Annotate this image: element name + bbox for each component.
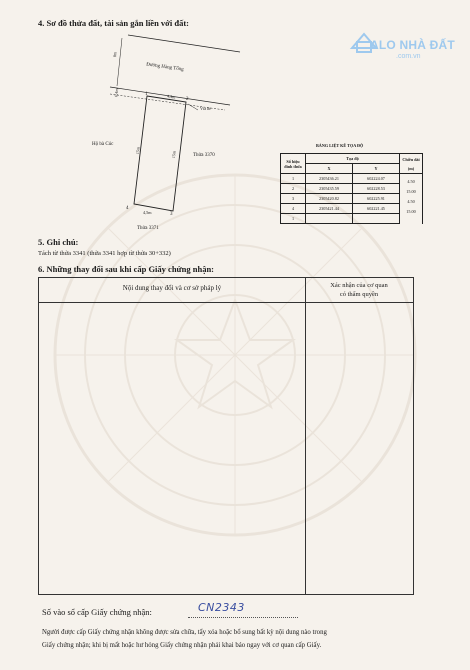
- changes-col-content: Nội dung thay đổi và cơ sở pháp lý: [122, 284, 222, 292]
- brand-domain: .com.vn: [396, 53, 421, 60]
- road-width-label: 8m: [111, 51, 118, 58]
- neighbor-left-label: Hộ bà Cúc: [92, 142, 114, 147]
- changes-table: [38, 277, 414, 595]
- neighbor-bottom-label: Thửa 3371: [137, 226, 159, 231]
- coord-col-len: [400, 154, 423, 174]
- coord-col-y: Y: [353, 164, 400, 174]
- cell-length: 4.50: [400, 194, 423, 204]
- table-row: [281, 204, 423, 214]
- table-row: [281, 214, 423, 224]
- table-row: [281, 174, 423, 184]
- coord-col-len-unit: (m): [407, 165, 415, 171]
- cell-y: 602221.45: [353, 204, 400, 214]
- coord-col-x: X: [306, 164, 353, 174]
- cell-y: 602228.53: [353, 184, 400, 194]
- neighbor-right-label: Thửa 3370: [193, 153, 215, 158]
- dim-right-label: 15m: [170, 150, 177, 159]
- changes-col-confirm-line1: Xác nhận của cơ quan: [330, 282, 388, 289]
- cell-id: 1: [281, 214, 306, 224]
- point-4-label: 4: [126, 206, 129, 211]
- cell-y: 602224.07: [353, 174, 400, 184]
- point-1-label: 1: [145, 92, 148, 97]
- point-3-label: 3: [170, 212, 173, 217]
- table-row: [281, 194, 423, 204]
- dim-left-label: 15m: [134, 146, 141, 155]
- cell-length: 15.00: [400, 184, 423, 194]
- section4-title: 4. Sơ đồ thửa đất, tài sản gắn liền với đất:: [38, 18, 190, 28]
- table-row: [281, 184, 423, 194]
- cell-id: 3: [281, 194, 306, 204]
- warning-line2: Giấy chứng nhận; khi bị mất hoặc hư hỏng Giấy chứng nhận phải khai báo ngay với cơ quan cấp Giấy.: [42, 642, 322, 649]
- coord-col-coord: Tọa độ: [306, 154, 400, 164]
- cell-length: 4.50: [400, 174, 423, 184]
- dim-top-label: 4,5m: [166, 93, 176, 100]
- cell-x: [306, 214, 353, 224]
- cell-id: 1: [281, 174, 306, 184]
- section5-note: Tách từ thửa 3341 (thửa 3341 hợp từ thửa 30+332): [38, 250, 171, 257]
- registry-label: Số vào sổ cấp Giấy chứng nhận:: [42, 607, 152, 617]
- cell-y: 602225.91: [353, 194, 400, 204]
- cell-x: 2305435.59: [306, 184, 353, 194]
- road-label: Đường Hàng Tổng: [145, 62, 184, 73]
- coord-table-title: BẢNG LIỆT KÊ TỌA ĐỘ: [316, 143, 364, 148]
- registry-dots: [188, 617, 298, 618]
- section5-title: 5. Ghi chú:: [38, 237, 79, 247]
- cell-x: 2305420.82: [306, 194, 353, 204]
- cell-x: 2305421.44: [306, 204, 353, 214]
- dim-bottom-label: 4,5m: [143, 210, 152, 215]
- brand-name: ALO NHÀ ĐẤT: [370, 38, 455, 52]
- point-2-label: 2: [186, 97, 189, 102]
- plot-sketch: [100, 30, 300, 230]
- changes-col-confirm: [305, 281, 413, 299]
- cell-id: 4: [281, 204, 306, 214]
- cell-x: 2305436.21: [306, 174, 353, 184]
- cell-id: 2: [281, 184, 306, 194]
- sidewalk-label: Vỉa hè: [200, 106, 212, 111]
- coord-col-point: Số hiệu đỉnh thửa: [281, 154, 306, 174]
- section6-title: 6. Những thay đổi sau khi cấp Giấy chứng nhận:: [38, 264, 215, 274]
- cell-y: [353, 214, 400, 224]
- coord-table: [280, 153, 423, 224]
- warning-line1: Người được cấp Giấy chứng nhận không được sửa chữa, tẩy xóa hoặc bổ sung bất kỳ nội dung nào trong: [42, 629, 327, 636]
- changes-col-confirm-line2: có thẩm quyền: [339, 291, 379, 298]
- cell-length: [400, 214, 423, 224]
- coord-col-len-label: Chiều dài: [402, 156, 420, 162]
- cell-length: 15.00: [400, 204, 423, 214]
- registry-number: CN2343: [198, 601, 245, 614]
- setback-label: 0,4m: [113, 88, 120, 97]
